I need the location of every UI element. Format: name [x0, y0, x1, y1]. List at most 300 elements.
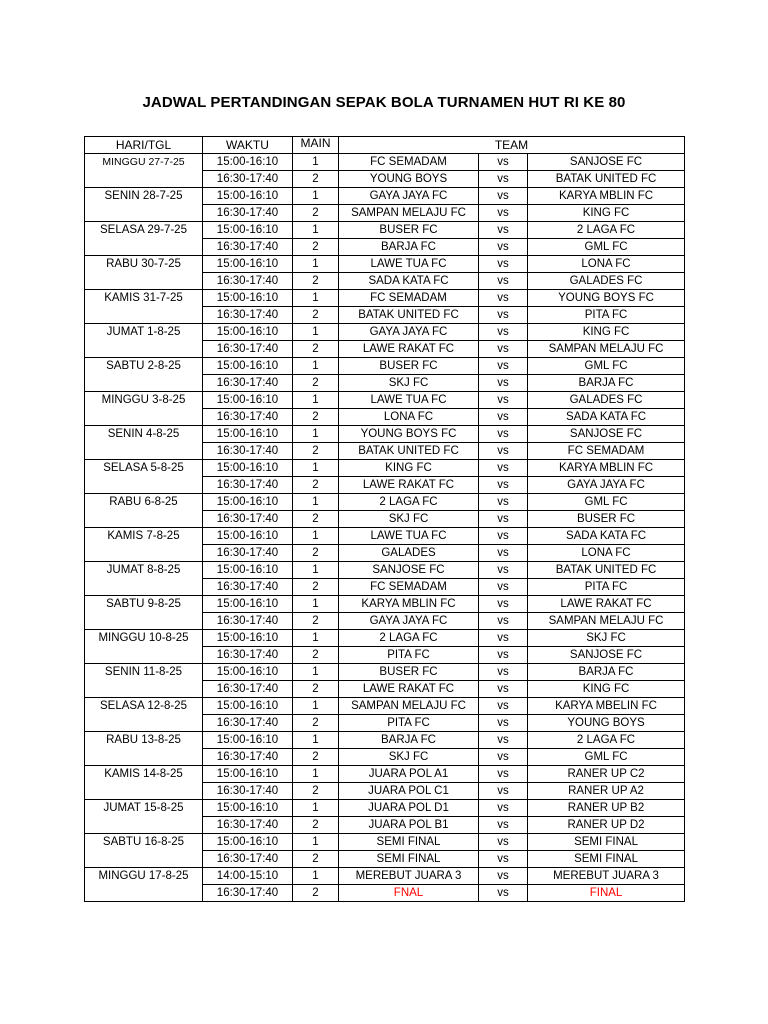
match-number: 2: [293, 341, 339, 358]
match-number: 2: [293, 409, 339, 426]
away-team: BARJA FC: [528, 664, 685, 681]
match-day: SABTU 9-8-25: [85, 596, 203, 613]
match-day: SENIN 11-8-25: [85, 664, 203, 681]
home-team: FC SEMADAM: [339, 579, 479, 596]
match-number: 1: [293, 256, 339, 273]
away-team: SANJOSE FC: [528, 154, 685, 171]
home-team: BUSER FC: [339, 222, 479, 239]
home-team: BATAK UNITED FC: [339, 443, 479, 460]
away-team: SANJOSE FC: [528, 647, 685, 664]
away-team: GALADES FC: [528, 392, 685, 409]
versus-label: vs: [479, 817, 528, 834]
match-number: 2: [293, 647, 339, 664]
page-title: JADWAL PERTANDINGAN SEPAK BOLA TURNAMEN HUT RI KE 80: [142, 94, 626, 111]
table-row: [85, 375, 685, 392]
match-day-empty: [85, 205, 203, 222]
match-day-empty: [85, 681, 203, 698]
table-row: [85, 273, 685, 290]
home-team: LAWE RAKAT FC: [339, 477, 479, 494]
match-number: 1: [293, 596, 339, 613]
match-time: 16:30-17:40: [203, 647, 293, 664]
table-row: [85, 783, 685, 800]
match-number: 2: [293, 885, 339, 902]
away-team: SKJ FC: [528, 630, 685, 647]
away-team: LONA FC: [528, 545, 685, 562]
versus-label: vs: [479, 511, 528, 528]
match-time: 16:30-17:40: [203, 443, 293, 460]
home-team: LAWE TUA FC: [339, 256, 479, 273]
match-time: 16:30-17:40: [203, 817, 293, 834]
table-row: [85, 630, 685, 647]
match-number: 1: [293, 494, 339, 511]
versus-label: vs: [479, 341, 528, 358]
header-day: HARI/TGL: [85, 137, 203, 154]
table-row: [85, 885, 685, 902]
home-team: SAMPAN MELAJU FC: [339, 205, 479, 222]
match-time: 16:30-17:40: [203, 375, 293, 392]
match-time: 15:00-16:10: [203, 358, 293, 375]
home-team: SKJ FC: [339, 749, 479, 766]
home-team: KARYA MBLIN FC: [339, 596, 479, 613]
match-day: KAMIS 7-8-25: [85, 528, 203, 545]
away-team: 2 LAGA FC: [528, 732, 685, 749]
match-time: 15:00-16:10: [203, 426, 293, 443]
versus-label: vs: [479, 698, 528, 715]
versus-label: vs: [479, 307, 528, 324]
match-day: JUMAT 8-8-25: [85, 562, 203, 579]
table-row: [85, 443, 685, 460]
match-time: 15:00-16:10: [203, 562, 293, 579]
home-team: JUARA POL B1: [339, 817, 479, 834]
table-row: [85, 579, 685, 596]
table-row: [85, 834, 685, 851]
home-team: BATAK UNITED FC: [339, 307, 479, 324]
versus-label: vs: [479, 154, 528, 171]
match-number: 2: [293, 443, 339, 460]
home-team: SEMI FINAL: [339, 851, 479, 868]
versus-label: vs: [479, 256, 528, 273]
away-team: GALADES FC: [528, 273, 685, 290]
table-row: [85, 596, 685, 613]
table-row: [85, 358, 685, 375]
home-team: SKJ FC: [339, 511, 479, 528]
match-time: 16:30-17:40: [203, 307, 293, 324]
match-number: 2: [293, 307, 339, 324]
away-team: BATAK UNITED FC: [528, 171, 685, 188]
table-row: [85, 460, 685, 477]
versus-label: vs: [479, 885, 528, 902]
match-number: 2: [293, 375, 339, 392]
match-day: KAMIS 31-7-25: [85, 290, 203, 307]
home-team: LAWE TUA FC: [339, 392, 479, 409]
away-team: RANER UP B2: [528, 800, 685, 817]
match-number: 1: [293, 630, 339, 647]
table-row: [85, 239, 685, 256]
match-number: 2: [293, 681, 339, 698]
home-team: JUARA POL A1: [339, 766, 479, 783]
away-team: SADA KATA FC: [528, 528, 685, 545]
versus-label: vs: [479, 324, 528, 341]
versus-label: vs: [479, 222, 528, 239]
match-number: 1: [293, 834, 339, 851]
match-day: MINGGU 10-8-25: [85, 630, 203, 647]
home-team: GAYA JAYA FC: [339, 324, 479, 341]
match-time: 15:00-16:10: [203, 596, 293, 613]
away-team: GML FC: [528, 358, 685, 375]
versus-label: vs: [479, 494, 528, 511]
table-header-row: [85, 137, 685, 154]
home-team: JUARA POL C1: [339, 783, 479, 800]
away-team: YOUNG BOYS FC: [528, 290, 685, 307]
match-day-empty: [85, 613, 203, 630]
away-team: SEMI FINAL: [528, 834, 685, 851]
away-team: BARJA FC: [528, 375, 685, 392]
match-time: 15:00-16:10: [203, 732, 293, 749]
table-row: [85, 851, 685, 868]
table-row: [85, 715, 685, 732]
home-team: LAWE RAKAT FC: [339, 341, 479, 358]
home-team: SADA KATA FC: [339, 273, 479, 290]
match-day-empty: [85, 579, 203, 596]
match-day-empty: [85, 511, 203, 528]
home-team: YOUNG BOYS: [339, 171, 479, 188]
versus-label: vs: [479, 290, 528, 307]
home-team: LONA FC: [339, 409, 479, 426]
match-day: SELASA 5-8-25: [85, 460, 203, 477]
match-day: RABU 6-8-25: [85, 494, 203, 511]
match-time: 16:30-17:40: [203, 885, 293, 902]
header-time: WAKTU: [203, 137, 293, 154]
versus-label: vs: [479, 732, 528, 749]
away-team: SANJOSE FC: [528, 426, 685, 443]
table-row: [85, 511, 685, 528]
match-time: 15:00-16:10: [203, 494, 293, 511]
match-time: 16:30-17:40: [203, 613, 293, 630]
table-row: [85, 800, 685, 817]
versus-label: vs: [479, 392, 528, 409]
match-number: 2: [293, 783, 339, 800]
home-team: LAWE TUA FC: [339, 528, 479, 545]
match-number: 1: [293, 528, 339, 545]
away-team: BATAK UNITED FC: [528, 562, 685, 579]
match-number: 2: [293, 205, 339, 222]
match-day: SENIN 4-8-25: [85, 426, 203, 443]
match-time: 15:00-16:10: [203, 698, 293, 715]
match-day-empty: [85, 851, 203, 868]
versus-label: vs: [479, 868, 528, 885]
home-team: LAWE RAKAT FC: [339, 681, 479, 698]
match-time: 16:30-17:40: [203, 545, 293, 562]
away-team: BUSER FC: [528, 511, 685, 528]
away-team: GML FC: [528, 749, 685, 766]
table-row: [85, 766, 685, 783]
match-number: 1: [293, 222, 339, 239]
match-number: 1: [293, 664, 339, 681]
match-day-empty: [85, 409, 203, 426]
table-row: [85, 154, 685, 171]
away-team: KING FC: [528, 681, 685, 698]
match-number: 1: [293, 188, 339, 205]
home-team: BUSER FC: [339, 358, 479, 375]
match-number: 2: [293, 239, 339, 256]
away-team: SAMPAN MELAJU FC: [528, 613, 685, 630]
match-day: RABU 13-8-25: [85, 732, 203, 749]
home-team: PITA FC: [339, 715, 479, 732]
match-day-empty: [85, 783, 203, 800]
match-time: 15:00-16:10: [203, 664, 293, 681]
away-team: FC SEMADAM: [528, 443, 685, 460]
versus-label: vs: [479, 171, 528, 188]
table-row: [85, 324, 685, 341]
versus-label: vs: [479, 528, 528, 545]
match-number: 1: [293, 358, 339, 375]
table-row: [85, 341, 685, 358]
match-day-empty: [85, 715, 203, 732]
table-row: [85, 392, 685, 409]
versus-label: vs: [479, 426, 528, 443]
versus-label: vs: [479, 834, 528, 851]
match-number: 1: [293, 732, 339, 749]
versus-label: vs: [479, 443, 528, 460]
table-row: [85, 528, 685, 545]
match-number: 2: [293, 171, 339, 188]
table-row: [85, 732, 685, 749]
versus-label: vs: [479, 630, 528, 647]
match-number: 1: [293, 766, 339, 783]
versus-label: vs: [479, 477, 528, 494]
match-number: 2: [293, 715, 339, 732]
header-team: TEAM: [339, 137, 685, 154]
away-team: SADA KATA FC: [528, 409, 685, 426]
away-team: RANER UP D2: [528, 817, 685, 834]
home-team: BARJA FC: [339, 239, 479, 256]
home-team: 2 LAGA FC: [339, 494, 479, 511]
home-team: BUSER FC: [339, 664, 479, 681]
table-row: [85, 205, 685, 222]
away-team: PITA FC: [528, 307, 685, 324]
match-time: 15:00-16:10: [203, 290, 293, 307]
match-number: 2: [293, 749, 339, 766]
home-team: FC SEMADAM: [339, 154, 479, 171]
away-team: SAMPAN MELAJU FC: [528, 341, 685, 358]
home-team: SANJOSE FC: [339, 562, 479, 579]
match-day: JUMAT 15-8-25: [85, 800, 203, 817]
match-time: 15:00-16:10: [203, 528, 293, 545]
match-time: 15:00-16:10: [203, 222, 293, 239]
home-team: BARJA FC: [339, 732, 479, 749]
match-day-empty: [85, 443, 203, 460]
away-team: RANER UP C2: [528, 766, 685, 783]
match-day: MINGGU 17-8-25: [85, 868, 203, 885]
match-time: 16:30-17:40: [203, 171, 293, 188]
home-team: GALADES: [339, 545, 479, 562]
away-team: GML FC: [528, 494, 685, 511]
match-time: 14:00-15:10: [203, 868, 293, 885]
versus-label: vs: [479, 766, 528, 783]
home-team: MEREBUT JUARA 3: [339, 868, 479, 885]
away-team: KARYA MBLIN FC: [528, 188, 685, 205]
match-time: 15:00-16:10: [203, 460, 293, 477]
away-team: KING FC: [528, 324, 685, 341]
match-number: 1: [293, 698, 339, 715]
versus-label: vs: [479, 188, 528, 205]
match-day-empty: [85, 477, 203, 494]
match-number: 1: [293, 800, 339, 817]
away-team: KARYA MBELIN FC: [528, 698, 685, 715]
match-time: 15:00-16:10: [203, 256, 293, 273]
match-time: 15:00-16:10: [203, 154, 293, 171]
table-row: [85, 868, 685, 885]
match-number: 1: [293, 324, 339, 341]
versus-label: vs: [479, 273, 528, 290]
versus-label: vs: [479, 783, 528, 800]
versus-label: vs: [479, 715, 528, 732]
versus-label: vs: [479, 647, 528, 664]
match-number: 2: [293, 511, 339, 528]
match-day-empty: [85, 239, 203, 256]
match-day: SABTU 16-8-25: [85, 834, 203, 851]
away-team: YOUNG BOYS: [528, 715, 685, 732]
away-team: MEREBUT JUARA 3: [528, 868, 685, 885]
match-time: 16:30-17:40: [203, 749, 293, 766]
match-day: RABU 30-7-25: [85, 256, 203, 273]
match-number: 2: [293, 477, 339, 494]
versus-label: vs: [479, 358, 528, 375]
away-team: KARYA MBLIN FC: [528, 460, 685, 477]
match-number: 1: [293, 868, 339, 885]
away-team: LAWE RAKAT FC: [528, 596, 685, 613]
home-team: KING FC: [339, 460, 479, 477]
versus-label: vs: [479, 239, 528, 256]
home-team: GAYA JAYA FC: [339, 613, 479, 630]
table-row: [85, 647, 685, 664]
table-row: [85, 545, 685, 562]
match-day-empty: [85, 273, 203, 290]
home-team: JUARA POL D1: [339, 800, 479, 817]
match-time: 16:30-17:40: [203, 273, 293, 290]
versus-label: vs: [479, 205, 528, 222]
away-team: LONA FC: [528, 256, 685, 273]
match-day-empty: [85, 749, 203, 766]
versus-label: vs: [479, 613, 528, 630]
match-day-empty: [85, 817, 203, 834]
versus-label: vs: [479, 681, 528, 698]
table-row: [85, 494, 685, 511]
match-time: 16:30-17:40: [203, 715, 293, 732]
match-time: 15:00-16:10: [203, 766, 293, 783]
versus-label: vs: [479, 545, 528, 562]
home-team: 2 LAGA FC: [339, 630, 479, 647]
match-time: 16:30-17:40: [203, 477, 293, 494]
table-row: [85, 664, 685, 681]
table-row: [85, 409, 685, 426]
match-time: 15:00-16:10: [203, 188, 293, 205]
home-team: PITA FC: [339, 647, 479, 664]
match-number: 2: [293, 817, 339, 834]
versus-label: vs: [479, 800, 528, 817]
table-row: [85, 426, 685, 443]
versus-label: vs: [479, 460, 528, 477]
table-row: [85, 188, 685, 205]
table-row: [85, 222, 685, 239]
match-number: 1: [293, 562, 339, 579]
table-row: [85, 681, 685, 698]
versus-label: vs: [479, 375, 528, 392]
match-number: 2: [293, 273, 339, 290]
away-team: KING FC: [528, 205, 685, 222]
match-time: 16:30-17:40: [203, 579, 293, 596]
versus-label: vs: [479, 579, 528, 596]
match-day-empty: [85, 885, 203, 902]
match-time: 16:30-17:40: [203, 409, 293, 426]
away-team: FINAL: [528, 885, 685, 902]
table-row: [85, 477, 685, 494]
match-day-empty: [85, 341, 203, 358]
versus-label: vs: [479, 409, 528, 426]
versus-label: vs: [479, 562, 528, 579]
match-day-empty: [85, 647, 203, 664]
match-number: 2: [293, 851, 339, 868]
away-team: PITA FC: [528, 579, 685, 596]
match-day: MINGGU 3-8-25: [85, 392, 203, 409]
table-row: [85, 613, 685, 630]
match-day-empty: [85, 171, 203, 188]
match-day: SENIN 28-7-25: [85, 188, 203, 205]
match-day-empty: [85, 307, 203, 324]
match-time: 15:00-16:10: [203, 800, 293, 817]
match-number: 1: [293, 426, 339, 443]
table-row: [85, 171, 685, 188]
away-team: RANER UP A2: [528, 783, 685, 800]
match-time: 16:30-17:40: [203, 511, 293, 528]
versus-label: vs: [479, 596, 528, 613]
versus-label: vs: [479, 664, 528, 681]
home-team: GAYA JAYA FC: [339, 188, 479, 205]
header-match: MAIN: [293, 137, 339, 154]
home-team: FNAL: [339, 885, 479, 902]
match-day: SELASA 29-7-25: [85, 222, 203, 239]
match-day-empty: [85, 375, 203, 392]
versus-label: vs: [479, 749, 528, 766]
home-team: SKJ FC: [339, 375, 479, 392]
match-time: 16:30-17:40: [203, 205, 293, 222]
match-day: SABTU 2-8-25: [85, 358, 203, 375]
match-number: 1: [293, 290, 339, 307]
table-row: [85, 307, 685, 324]
away-team: SEMI FINAL: [528, 851, 685, 868]
table-row: [85, 290, 685, 307]
table-row: [85, 698, 685, 715]
schedule-body: [85, 137, 685, 902]
away-team: GML FC: [528, 239, 685, 256]
match-time: 15:00-16:10: [203, 392, 293, 409]
away-team: GAYA JAYA FC: [528, 477, 685, 494]
home-team: SAMPAN MELAJU FC: [339, 698, 479, 715]
match-time: 16:30-17:40: [203, 783, 293, 800]
match-time: 16:30-17:40: [203, 341, 293, 358]
match-day: MINGGU 27-7-25: [85, 154, 203, 171]
match-day-empty: [85, 545, 203, 562]
match-number: 1: [293, 460, 339, 477]
match-time: 15:00-16:10: [203, 324, 293, 341]
match-number: 2: [293, 613, 339, 630]
home-team: YOUNG BOYS FC: [339, 426, 479, 443]
match-time: 15:00-16:10: [203, 834, 293, 851]
match-day: SELASA 12-8-25: [85, 698, 203, 715]
schedule-table: [84, 136, 685, 902]
table-row: [85, 256, 685, 273]
match-time: 16:30-17:40: [203, 681, 293, 698]
